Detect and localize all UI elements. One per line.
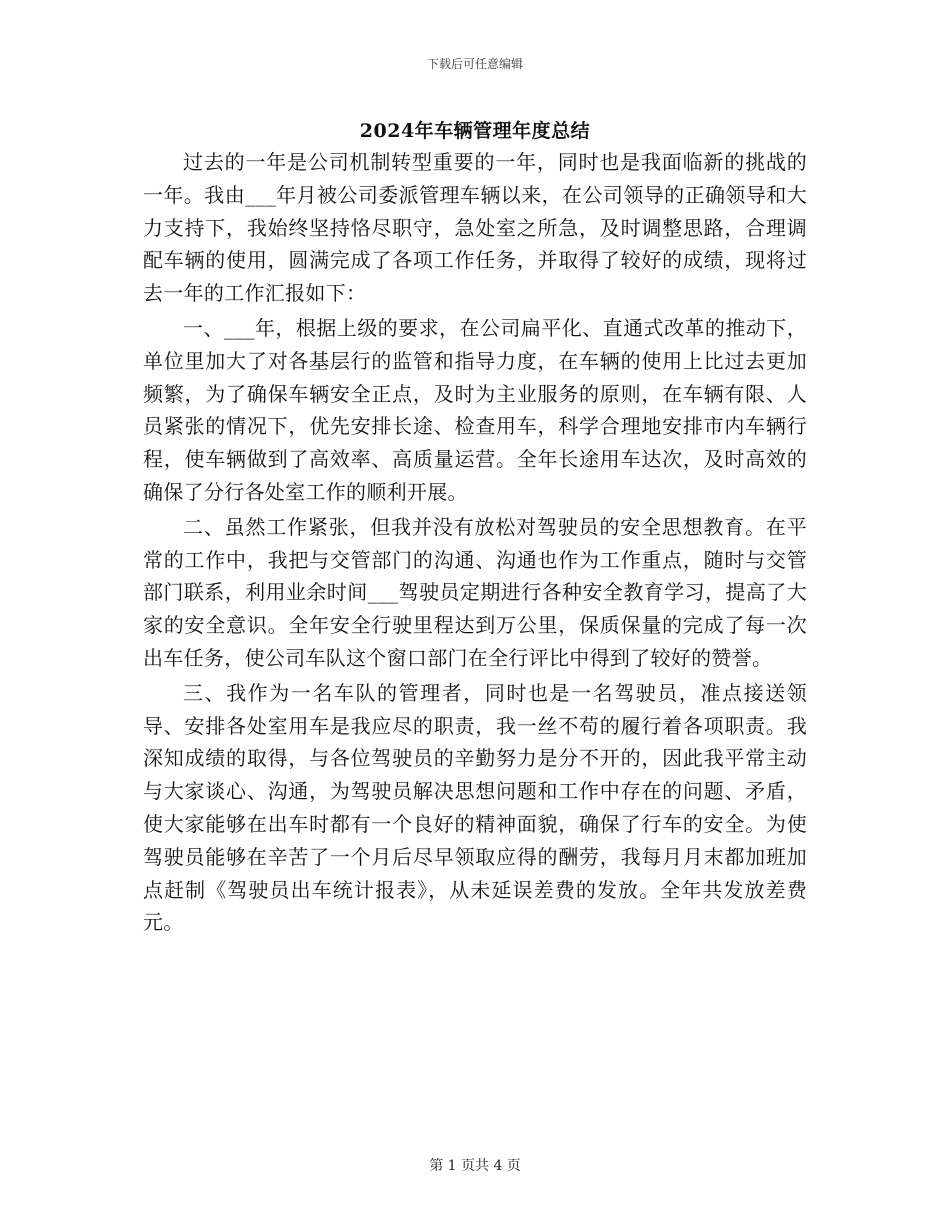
paragraph-section-2: 二、虽然工作紧张，但我并没有放松对驾驶员的安全思想教育。在平常的工作中，我把与交管部门的沟通、沟通也作为工作重点，随时与交管部门联系，利用业余时间___驾驶员定期进行各种安全教育学习，提高了大家的安全意识。全年安全行驶里程达到万公里，保质保量的完成了每一次出车任务，使公司车队这个窗口部门在全行评比中得到了较好的赞誉。 <box>143 514 807 670</box>
paragraph-section-3: 三、我作为一名车队的管理者，同时也是一名驾驶员，准点接送领导、安排各处室用车是我应尽的职责，我一丝不苟的履行着各项职责。我深知成绩的取得，与各位驾驶员的辛勤努力是分不开的，因此我平常主动与大家谈心、沟通，为驾驶员解决思想问题和工作中存在的问题、矛盾，使大家能够在出车时都有一个良好的精神面貌，确保了行车的安全。为使驾驶员能够在辛苦了一个月后尽早领取应得的酬劳，我每月月末都加班加点赶制《驾驶员出车统计报表》，从未延误差费的发放。全年共发放差费元。 <box>143 680 807 935</box>
document-title: 2024年车辆管理年度总结 <box>359 120 591 142</box>
header-note: 下载后可任意编辑 <box>426 57 523 71</box>
page-number: 第 1 页共 4 页 <box>429 1158 521 1174</box>
document-body <box>143 146 807 941</box>
paragraph-section-1: 一、___年，根据上级的要求，在公司扁平化、直通式改革的推动下，单位里加大了对各基层行的监管和指导力度，在车辆的使用上比过去更加频繁，为了确保车辆安全正点，及时为主业服务的原则，在车辆有限、人员紧张的情况下，优先安排长途、检查用车，科学合理地安排市内车辆行程，使车辆做到了高效率、高质量运营。全年长途用车达次，及时高效的确保了分行各处室工作的顺利开展。 <box>143 315 807 504</box>
paragraph-intro: 过去的一年是公司机制转型重要的一年，同时也是我面临新的挑战的一年。我由___年月被公司委派管理车辆以来，在公司领导的正确领导和大力支持下，我始终坚持恪尽职守，急处室之所急，及时调整思路，合理调配车辆的使用，圆满完成了各项工作任务，并取得了较好的成绩，现将过去一年的工作汇报如下： <box>143 150 807 306</box>
